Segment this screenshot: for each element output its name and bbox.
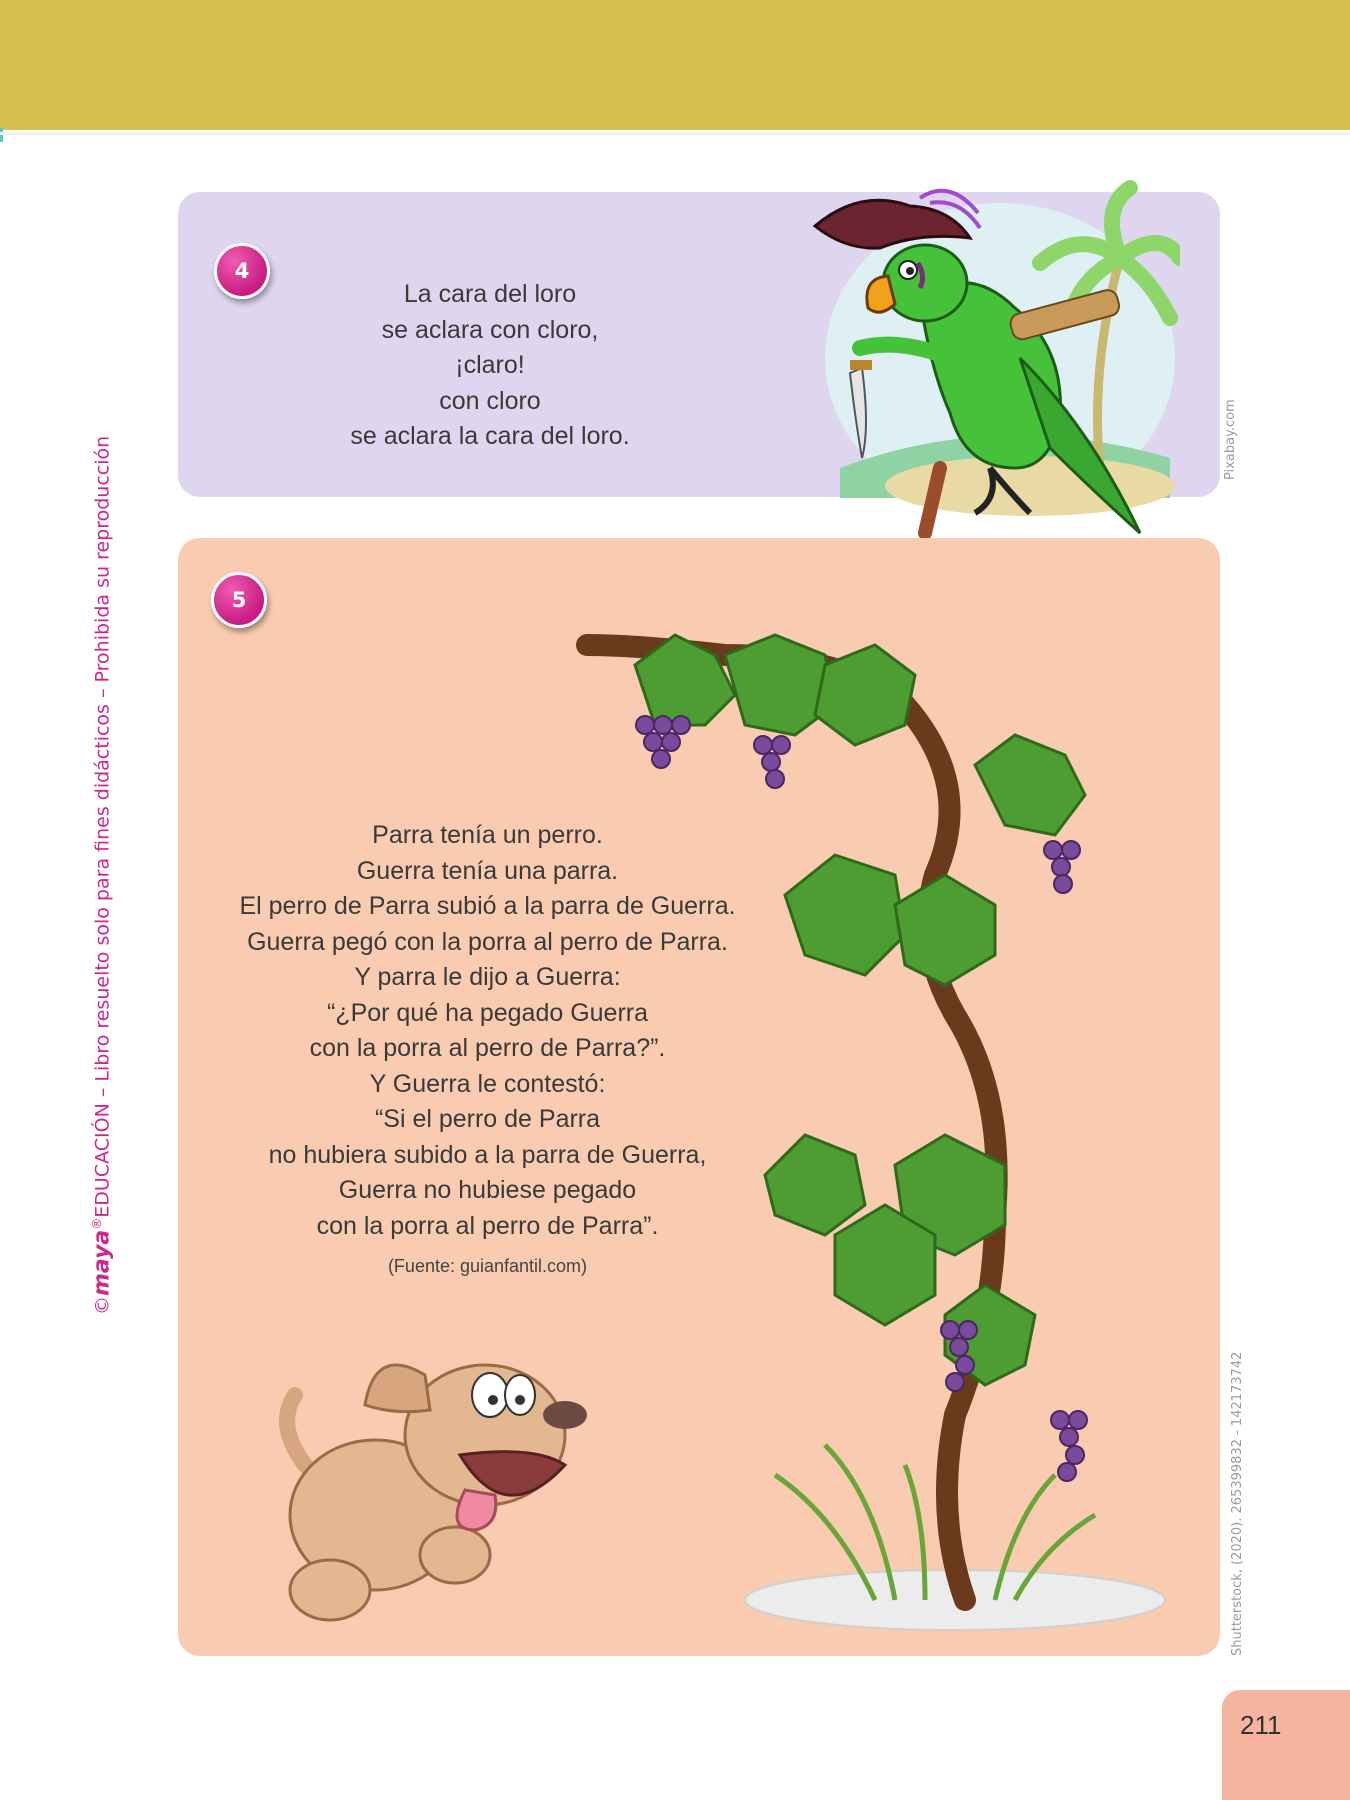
page-number-tab [1222, 1690, 1350, 1800]
exercise-4-number-badge: 4 [214, 243, 270, 299]
image-credit-shutterstock: Shutterstock, (2020). 265399832 - 142173742 [1230, 1351, 1245, 1656]
poem-line: El perro de Parra subió a la parra de Guerra. [239, 892, 736, 920]
dog-nose [543, 1401, 587, 1429]
exercise-4-poem [290, 277, 690, 455]
poem-line: Guerra no hubiese pegado [338, 1176, 637, 1204]
dog-ear [365, 1365, 430, 1412]
exercise-5-poem [200, 818, 775, 1244]
dog-tongue [457, 1490, 496, 1530]
poem-line: Guerra pegó con la porra al perro de Parra. [247, 927, 728, 956]
dog-tail [287, 1395, 305, 1465]
poem-line: con la porra al perro de Parra”. [316, 1211, 659, 1240]
poem-line: con cloro [439, 386, 541, 415]
image-credit-pixabay: Pixabay.com [1223, 399, 1238, 480]
copyright-side-note [82, 435, 115, 1315]
poem-line: “¿Por qué ha pegado Guerra [326, 998, 649, 1027]
registered-symbol: ® [90, 1217, 104, 1230]
poem-line: se aclara la cara del loro. [350, 422, 630, 450]
poem-source: (Fuente: guianfantil.com) [387, 1256, 588, 1276]
poem-line: Y parra le dijo a Guerra: [354, 963, 621, 991]
header-band [0, 0, 1350, 130]
brand-logo-text: maya [89, 1229, 115, 1296]
copyright-symbol: © [91, 1296, 114, 1315]
page-number: 211 [1240, 1710, 1282, 1740]
poem-line: no hubiera subido a la parra de Guerra, [268, 1140, 707, 1169]
poem-line: “Si el perro de Parra [374, 1105, 601, 1133]
poem-line: La cara del loro [403, 280, 577, 308]
exercise-5-number-badge: 5 [211, 572, 267, 628]
side-note-text: EDUCACIÓN – Libro resuelto solo para fines didácticos – Prohibida su reproducción [91, 435, 114, 1218]
cartoon-dog-illustration [265, 1315, 615, 1635]
poem-line: Guerra tenía una parra. [356, 856, 619, 885]
header-accent-tick [0, 128, 3, 142]
poem-line: Y Guerra le contestó: [369, 1069, 606, 1098]
dog-back-paw [290, 1560, 370, 1620]
pirate-parrot-illustration [800, 168, 1180, 538]
poem-line: se aclara con cloro, [381, 315, 599, 344]
poem-line: con la porra al perro de Parra?”. [309, 1034, 666, 1062]
dog-front-paw [420, 1527, 490, 1583]
header-divider [0, 132, 1350, 135]
dog-eye [472, 1373, 508, 1417]
poem-line: ¡claro! [455, 351, 525, 379]
poem-line: Parra tenía un perro. [372, 821, 603, 849]
